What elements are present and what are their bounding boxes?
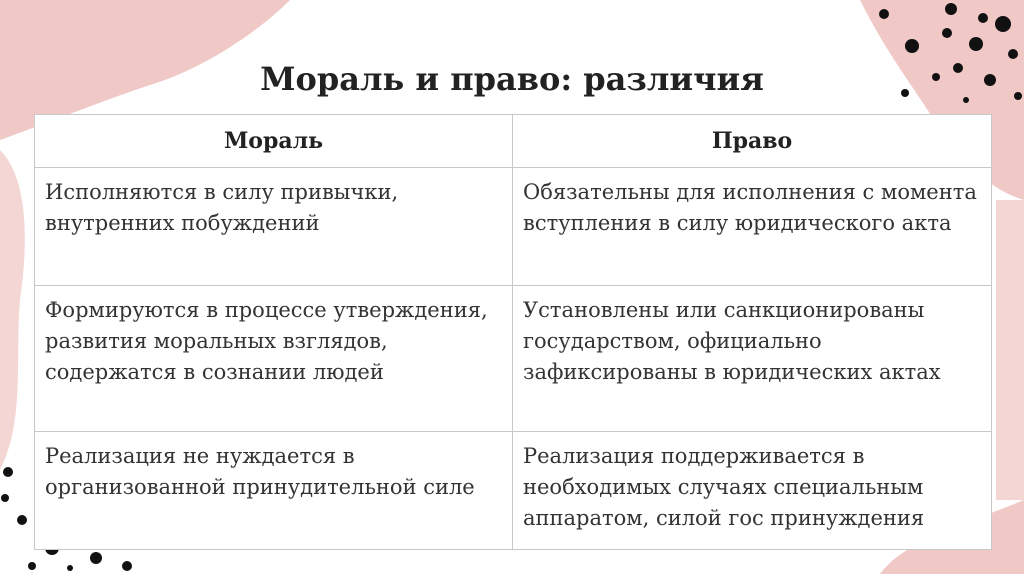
table-row: [35, 168, 992, 286]
pink-brush-right-edge: [996, 200, 1024, 500]
pink-brush-left: [0, 150, 25, 470]
cell-morality-1: Исполняются в силу привычки, внутренних побуждений: [35, 168, 513, 286]
cell-law-2: Установлены или санкционированы государством, официально зафиксированы в юридических актах: [513, 286, 992, 432]
table-header-row: [35, 115, 992, 168]
header-law: Право: [513, 115, 992, 168]
cell-morality-2: Формируются в процессе утверждения, развития моральных взглядов, содержатся в сознании людей: [35, 286, 513, 432]
comparison-table: [34, 114, 992, 550]
header-morality: Мораль: [35, 115, 513, 168]
slide-title: Мораль и право: различия: [260, 60, 764, 98]
cell-morality-3: Реализация не нуждается в организованной принудительной силе: [35, 432, 513, 550]
table-row: [35, 286, 992, 432]
table-row: [35, 432, 992, 550]
cell-law-3: Реализация поддерживается в необходимых случаях специальным аппаратом, силой гос принуждения: [513, 432, 992, 550]
cell-law-1: Обязательны для исполнения с момента вступления в силу юридического акта: [513, 168, 992, 286]
